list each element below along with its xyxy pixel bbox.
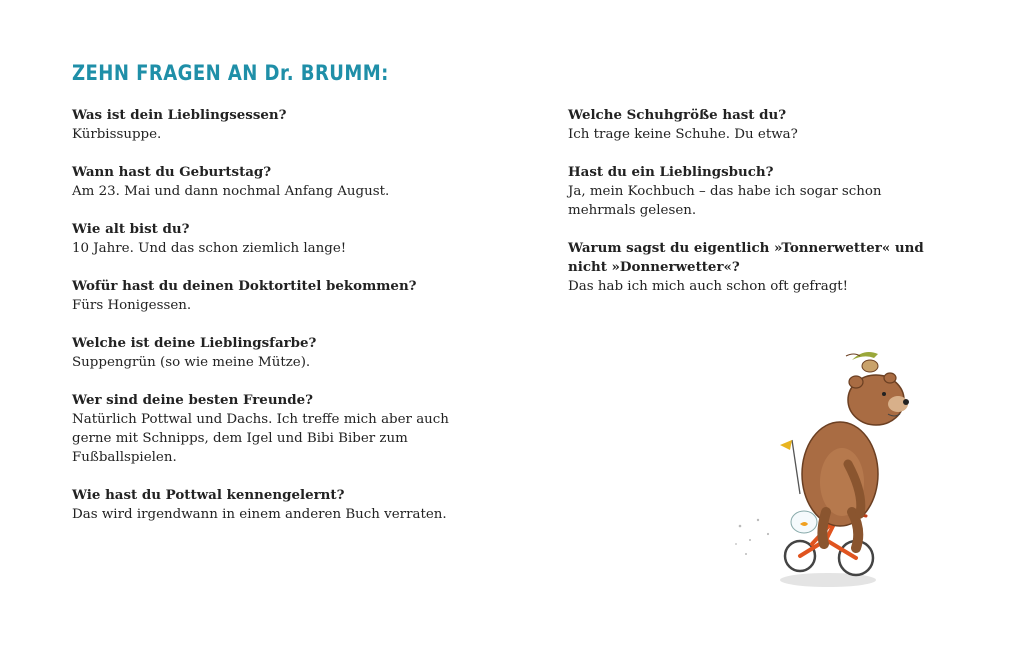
- question: Was ist dein Lieblingsessen?: [72, 107, 287, 123]
- qa-item: [568, 106, 938, 144]
- question: Hast du ein Lieblingsbuch?: [568, 164, 774, 180]
- bear-eye: [882, 392, 886, 396]
- answer: 10 Jahre. Und das schon ziemlich lange!: [72, 241, 347, 256]
- qa-item: [72, 277, 462, 315]
- question: Wie alt bist du?: [72, 221, 190, 237]
- answer: Kürbissuppe.: [72, 127, 162, 142]
- page-title: ZEHN FRAGEN AN Dr. BRUMM:: [72, 61, 389, 85]
- question: Wer sind deine besten Freunde?: [72, 392, 314, 408]
- qa-item: [568, 239, 938, 296]
- flag: [780, 440, 792, 450]
- answer: Natürlich Pottwal und Dachs. Ich treffe mich aber auch gerne mit Schnipps, dem Igel und Bibi Biber zum Fußballspielen.: [72, 412, 449, 465]
- question: Wann hast du Geburtstag?: [72, 164, 272, 180]
- answer: Fürs Honigessen.: [72, 298, 192, 313]
- answer: Suppengrün (so wie meine Mütze).: [72, 355, 311, 370]
- qa-item: [72, 391, 462, 467]
- bear-leg: [822, 512, 826, 544]
- bear-nose: [903, 399, 909, 405]
- bear-on-bicycle-illustration: [728, 344, 918, 604]
- answer: Am 23. Mai und dann nochmal Anfang August.: [72, 184, 390, 199]
- qa-item: [72, 220, 462, 258]
- qa-item: [72, 486, 462, 524]
- bear-ear: [884, 373, 896, 383]
- qa-item: [72, 334, 462, 372]
- qa-item: [72, 106, 462, 144]
- qa-item: [72, 163, 462, 201]
- flag-pole: [792, 440, 800, 494]
- answer: Ja, mein Kochbuch – das habe ich sogar schon mehrmals gelesen.: [568, 184, 882, 218]
- questions-left-column: [72, 106, 462, 543]
- bear-ear: [849, 376, 863, 388]
- green-cap-icon: [852, 352, 878, 360]
- question: Wofür hast du deinen Doktortitel bekommen?: [72, 278, 417, 294]
- questions-right-column: [568, 106, 938, 315]
- motion-dots: [735, 519, 769, 555]
- answer: Ich trage keine Schuhe. Du etwa?: [568, 127, 798, 142]
- small-animal: [862, 360, 878, 372]
- answer: Das hab ich mich auch schon oft gefragt!: [568, 279, 849, 294]
- question: Warum sagst du eigentlich »Tonnerwetter« und nicht »Donnerwetter«?: [568, 240, 924, 275]
- question: Welche Schuhgröße hast du?: [568, 107, 787, 123]
- qa-item: [568, 163, 938, 220]
- answer: Das wird irgendwann in einem anderen Buch verraten.: [72, 507, 447, 522]
- question: Welche ist deine Lieblingsfarbe?: [72, 335, 317, 351]
- question: Wie hast du Pottwal kennengelernt?: [72, 487, 345, 503]
- fishbowl: [791, 511, 817, 533]
